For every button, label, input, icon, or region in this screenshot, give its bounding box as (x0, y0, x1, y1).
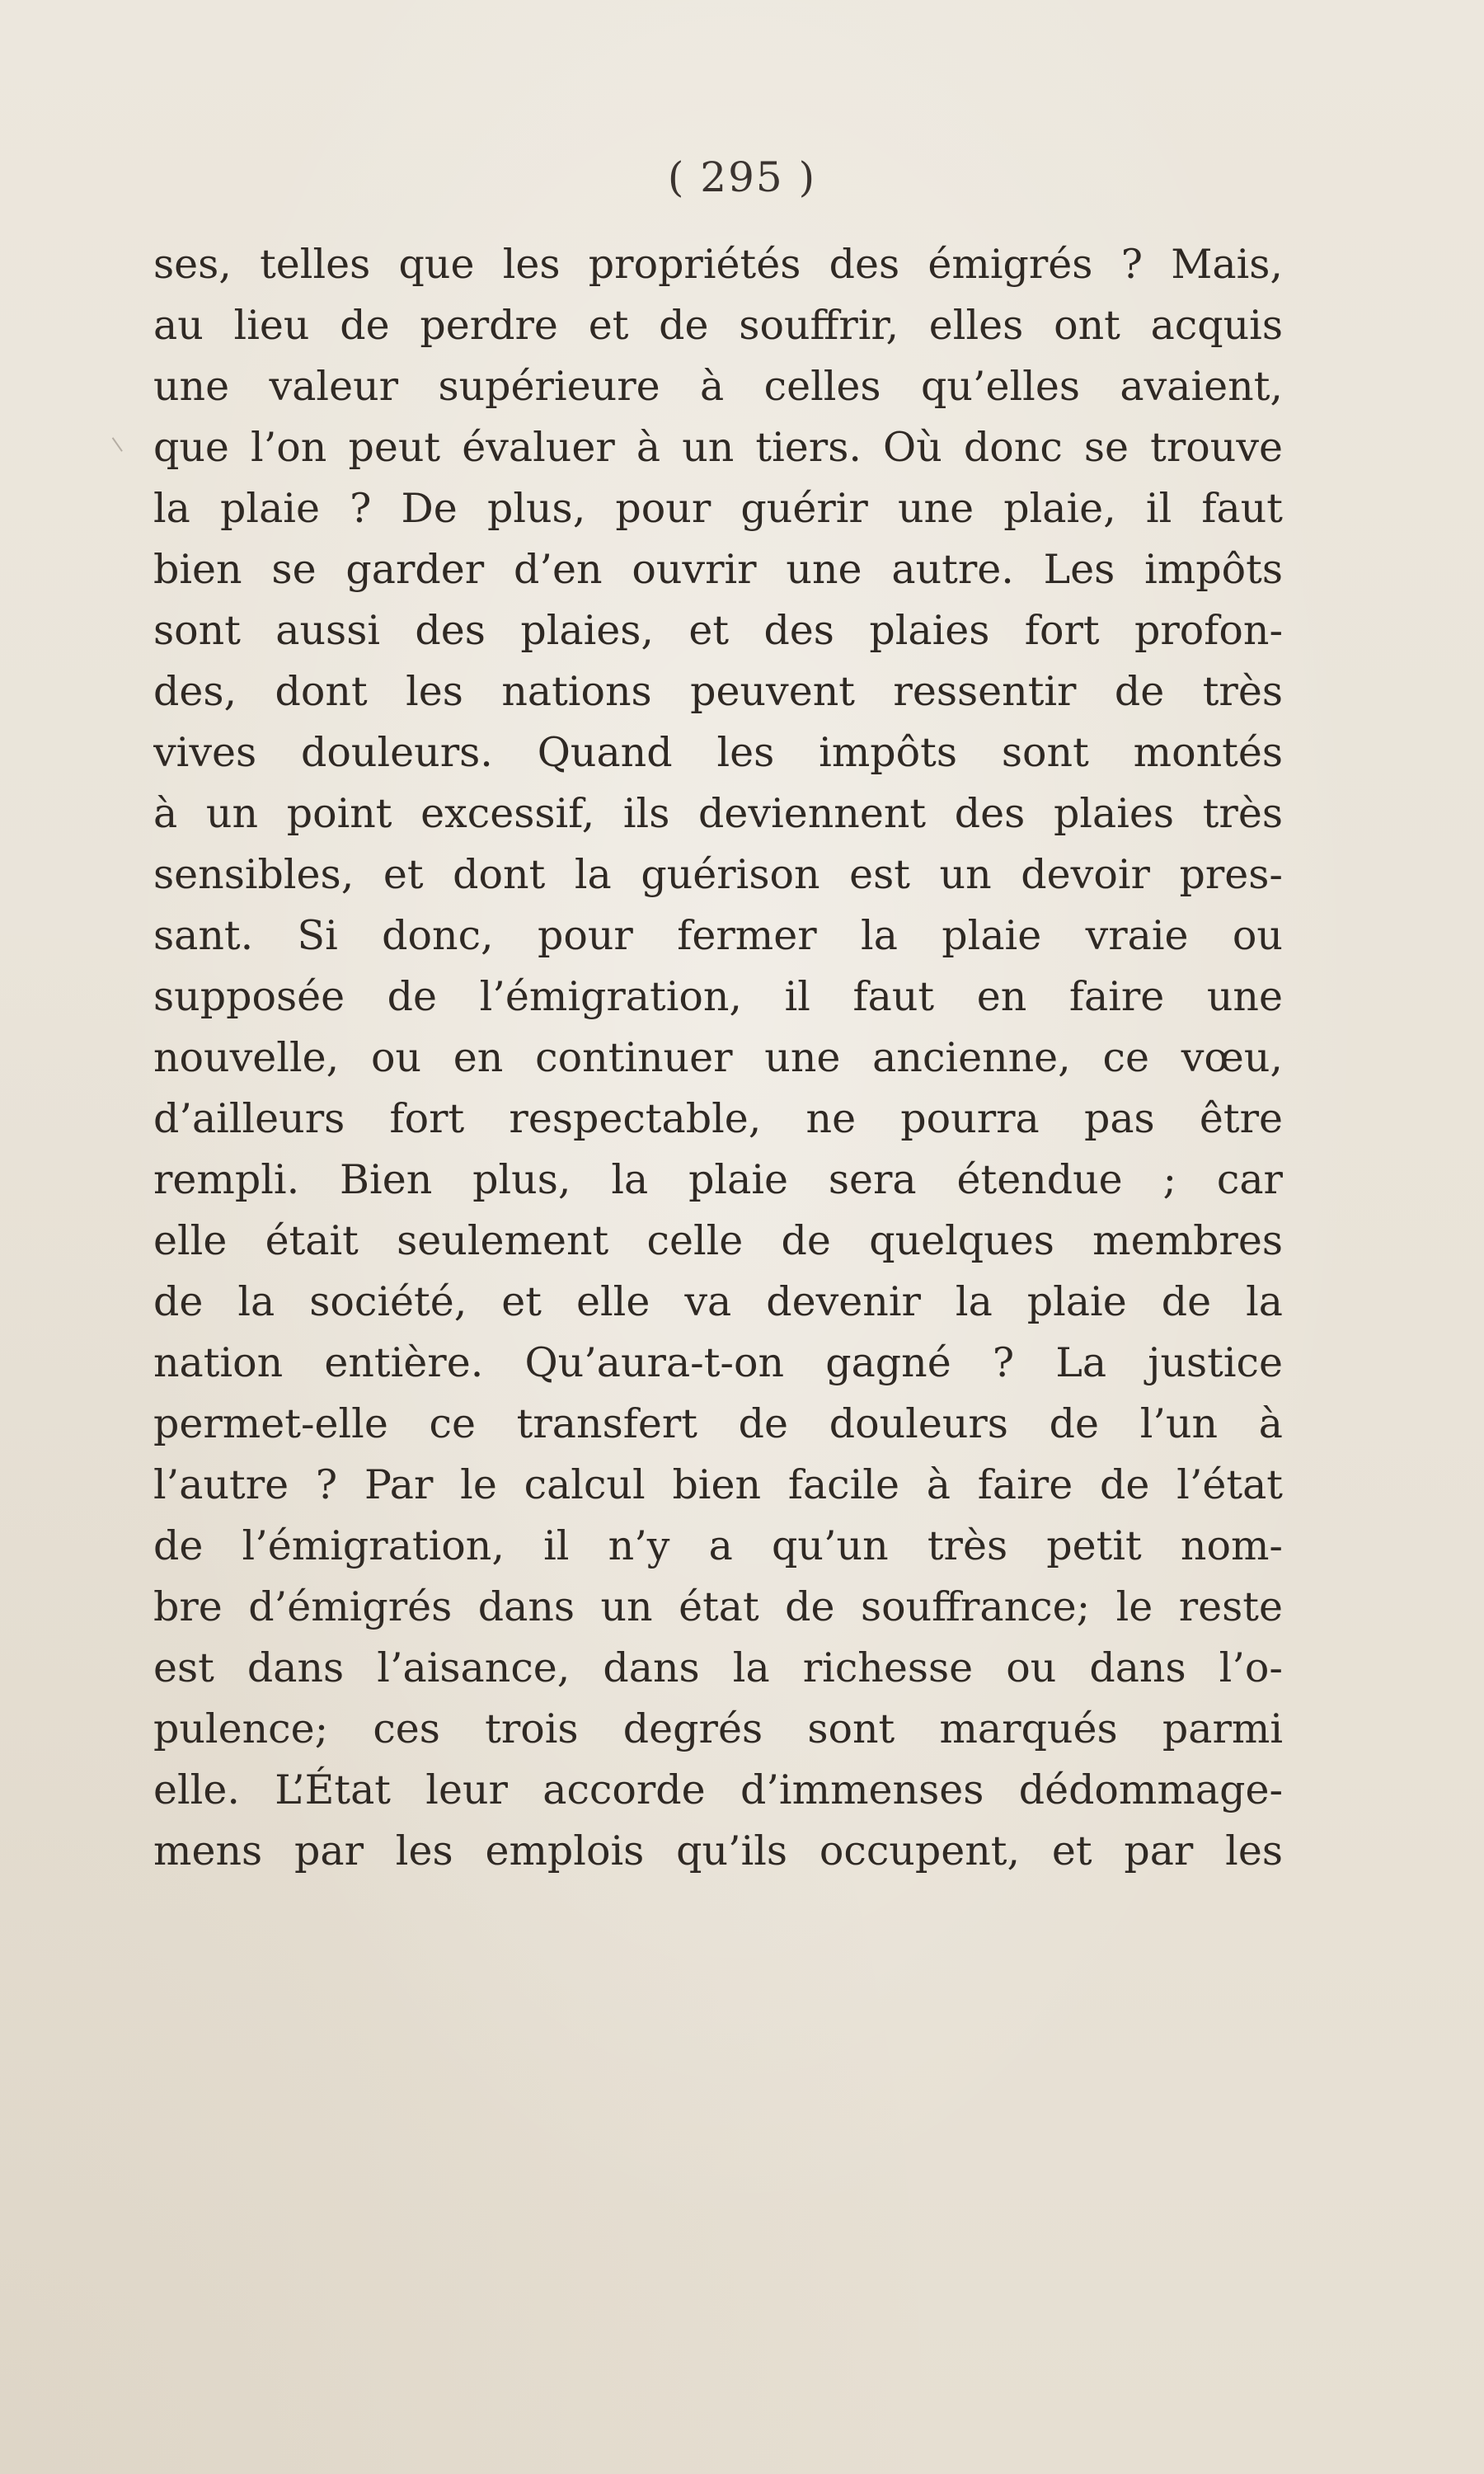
text-line: l’autre ? Par le calcul bien facile à faire de l’état (153, 1461, 1283, 1508)
body-text (153, 234, 1283, 1882)
text-line: que l’on peut évaluer à un tiers. Où donc se trouve (153, 424, 1283, 471)
text-line: des, dont les nations peuvent ressentir de très (153, 668, 1283, 715)
text-line: de la société, et elle va devenir la plaie de la (153, 1278, 1283, 1325)
text-line: est dans l’aisance, dans la richesse ou dans l’o- (153, 1644, 1283, 1691)
text-line: bien se garder d’en ouvrir une autre. Les impôts (153, 546, 1283, 593)
text-line: nouvelle, ou en continuer une ancienne, ce vœu, (153, 1034, 1283, 1081)
text-line: nation entière. Qu’aura-t-on gagné ? La justice (153, 1339, 1283, 1386)
text-line: sensibles, et dont la guérison est un devoir pres- (153, 851, 1283, 898)
text-line: une valeur supérieure à celles qu’elles avaient, (153, 363, 1283, 410)
text-line: permet-elle ce transfert de douleurs de l’un à (153, 1400, 1283, 1447)
page-number: ( 295 ) (667, 153, 817, 201)
text-line: à un point excessif, ils deviennent des plaies très (153, 790, 1283, 837)
text-line: bre d’émigrés dans un état de souffrance; le reste (153, 1583, 1283, 1630)
text-line: elle. L’État leur accorde d’immenses dédommage- (153, 1766, 1283, 1813)
text-line: au lieu de perdre et de souffrir, elles ont acquis (153, 302, 1283, 349)
text-line: mens par les emplois qu’ils occupent, et par les (153, 1827, 1283, 1874)
text-line: pulence; ces trois degrés sont marqués parmi (153, 1705, 1283, 1752)
text-line: d’ailleurs fort respectable, ne pourra pas être (153, 1095, 1283, 1142)
text-line: supposée de l’émigration, il faut en faire une (153, 973, 1283, 1020)
text-line: la plaie ? De plus, pour guérir une plaie, il faut (153, 485, 1283, 532)
text-line: ses, telles que les propriétés des émigrés ? Mais, (153, 241, 1283, 288)
text-line: elle était seulement celle de quelques membres (153, 1217, 1283, 1264)
text-line: rempli. Bien plus, la plaie sera étendue ; car (153, 1156, 1283, 1203)
text-line: de l’émigration, il n’y a qu’un très petit nom- (153, 1522, 1283, 1569)
text-line: vives douleurs. Quand les impôts sont montés (153, 729, 1283, 776)
text-line: sant. Si donc, pour fermer la plaie vraie ou (153, 912, 1283, 959)
margin-mark (112, 430, 133, 452)
text-line: sont aussi des plaies, et des plaies fort profon- (153, 607, 1283, 654)
